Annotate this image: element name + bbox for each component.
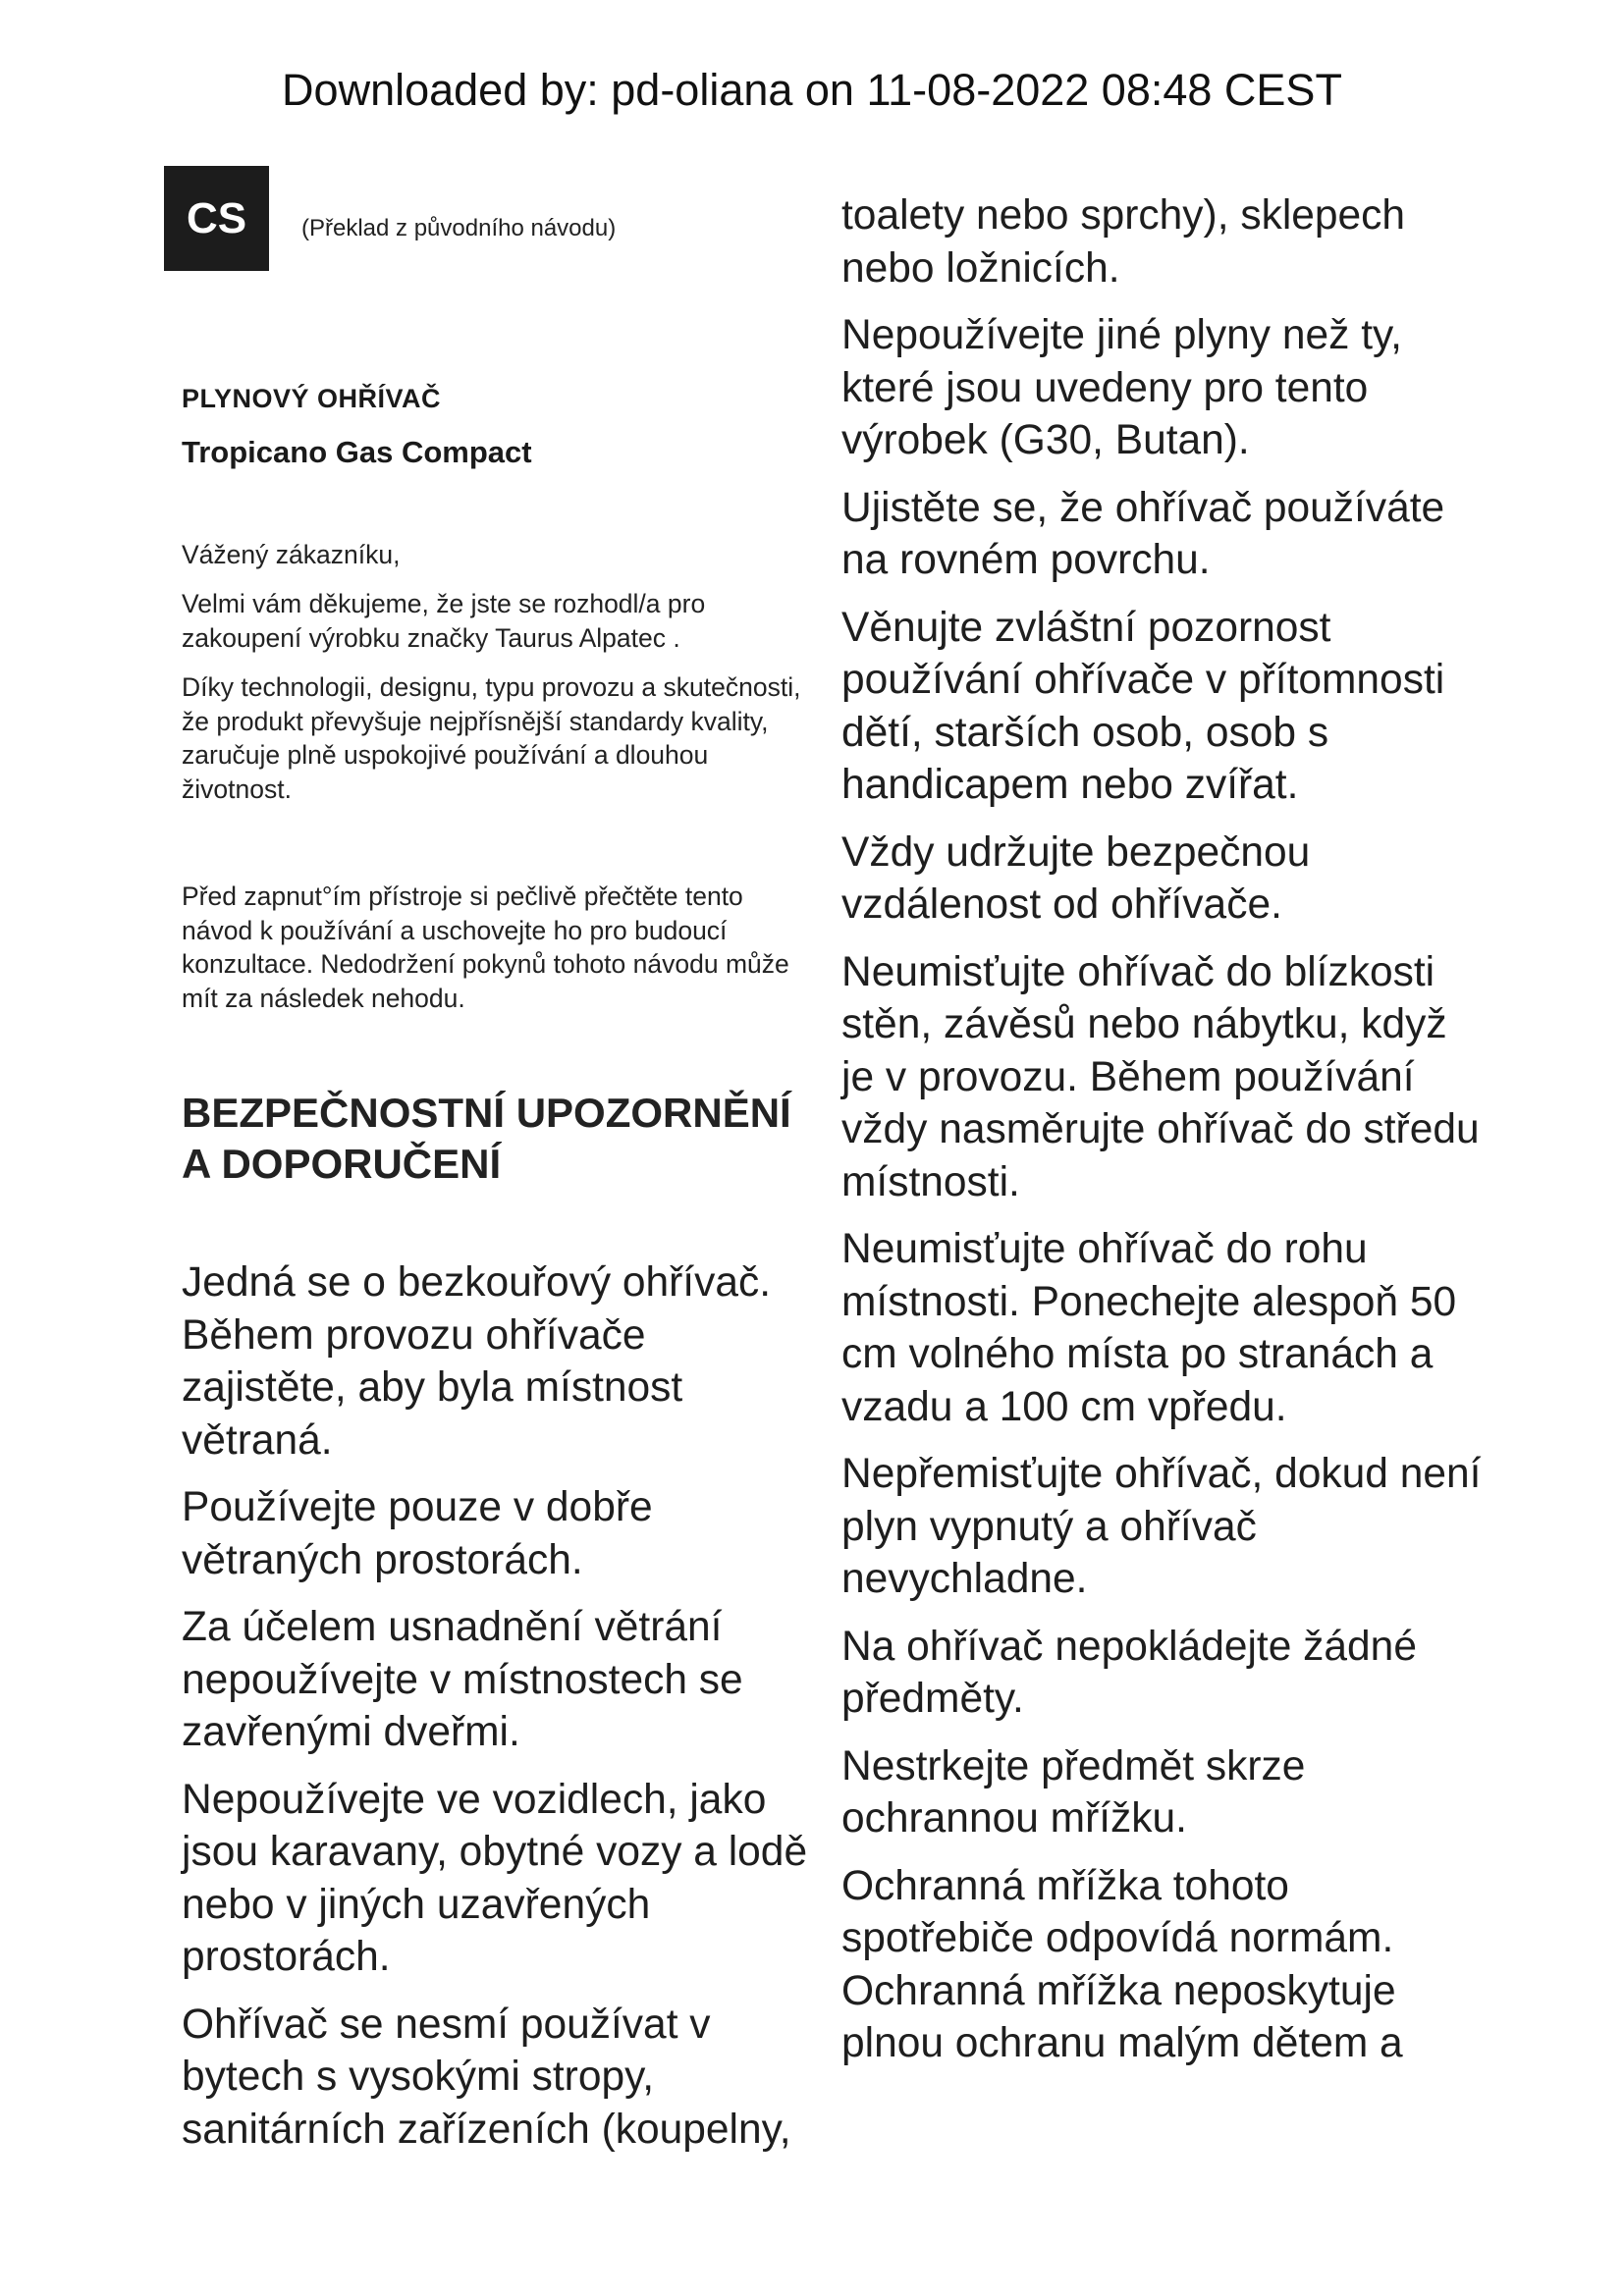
safety-item: toalety nebo sprchy), sklepech nebo ložnicích. bbox=[841, 192, 1406, 292]
safety-item: Neumisťujte ohřívač do blízkosti stěn, závěsů nebo nábytku, když je v provozu. Během používání vždy nasměrujte ohřívač do středu místnosti. bbox=[841, 948, 1480, 1205]
thanks-text: Velmi vám děkujeme, že jste se rozhodl/a pro zakoupení výrobku značky Taurus Alpatec . bbox=[182, 589, 706, 653]
warning-text: Před zapnut°ím přístroje si pečlivě přečtěte tento návod k používání a uschovejte ho pro budoucí konzultace. Nedodržení pokynů tohoto návodu může mít za následek nehodu. bbox=[182, 881, 789, 1013]
product-type: PLYNOVÝ OHŘÍVAČ bbox=[182, 384, 442, 413]
safety-item: Ujistěte se, že ohřívač používáte na rovném povrchu. bbox=[841, 484, 1445, 583]
intro-quality bbox=[182, 670, 810, 806]
language-badge: CS bbox=[164, 166, 269, 271]
translation-note: (Překlad z původního návodu) bbox=[301, 215, 617, 241]
safety-item: Nepoužívejte jiné plyny než ty, které jsou uvedeny pro tento výrobek (G30, Butan). bbox=[841, 312, 1402, 463]
safety-item: Nepoužívejte ve vozidlech, jako jsou karavany, obytné vozy a lodě nebo v jiných uzavřených prostorách. bbox=[182, 1776, 808, 1980]
quality-text: Díky technologii, designu, typu provozu a skutečnosti, že produkt převyšuje nejpřísnější standardy kvality, zaručuje plně uspokojivé používání a dlouhou životnost. bbox=[182, 672, 801, 804]
safety-item: Na ohřívač nepokládejte žádné předměty. bbox=[841, 1623, 1417, 1722]
safety-item: Neumisťujte ohřívač do rohu místnosti. Ponechejte alespoň 50 cm volného místa po stranách a vzadu a 100 cm vpředu. bbox=[841, 1226, 1457, 1430]
safety-heading: BEZPEČNOSTNÍ UPOZORNĚNÍ A DOPORUČENÍ bbox=[182, 1090, 791, 1187]
safety-item: Nepřemisťujte ohřívač, dokud není plyn vypnutý a ohřívač nevychladne. bbox=[841, 1451, 1482, 1602]
safety-item: Jedná se o bezkouřový ohřívač. Během provozu ohřívače zajistěte, aby byla místnost větraná. bbox=[182, 1259, 772, 1464]
safety-item: Používejte pouze v dobře větraných prostorách. bbox=[182, 1484, 653, 1583]
greeting-text: Vážený zákazníku, bbox=[182, 540, 401, 569]
intro-thanks bbox=[182, 587, 810, 655]
product-name: Tropicano Gas Compact bbox=[182, 435, 532, 469]
download-info-header: Downloaded by: pd-oliana on 11-08-2022 08:48 CEST bbox=[282, 65, 1342, 115]
intro-greeting bbox=[182, 538, 810, 572]
safety-item: Nestrkejte předmět skrze ochrannou mřížku. bbox=[841, 1742, 1306, 1842]
safety-item: Ochranná mřížka tohoto spotřebiče odpovídá normám. Ochranná mřížka neposkytuje plnou ochranu malým dětem a bbox=[841, 1862, 1403, 2066]
safety-item: Věnujte zvláštní pozornost používání ohřívače v přítomnosti dětí, starších osob, osob s handicapem nebo zvířat. bbox=[841, 604, 1445, 808]
safety-item: Vždy udržujte bezpečnou vzdálenost od ohřívače. bbox=[841, 828, 1311, 928]
safety-left-column bbox=[182, 1256, 820, 2170]
safety-item: Za účelem usnadnění větrání nepoužívejte v místnostech se zavřenými dveřmi. bbox=[182, 1604, 743, 1755]
intro-warning bbox=[182, 880, 810, 1015]
safety-right-column bbox=[841, 189, 1489, 2085]
safety-item: Ohřívač se nesmí používat v bytech s vysokými stropy, sanitárních zařízeních (koupelny, bbox=[182, 2001, 791, 2153]
